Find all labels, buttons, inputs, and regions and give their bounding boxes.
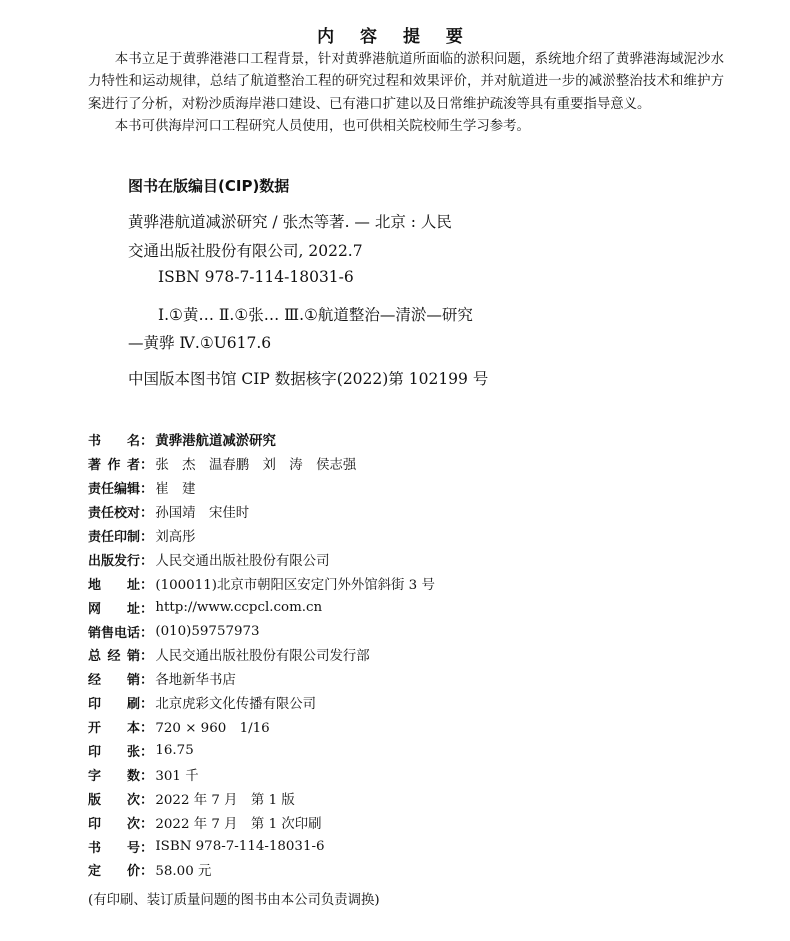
editor-value: 崔 建 — [155, 482, 196, 498]
field-label: 销售电话 — [88, 625, 141, 641]
copyright-entry — [88, 595, 708, 619]
colon: ： — [140, 816, 154, 832]
edition-value: 2022 年 7 月 第 1 版 — [155, 792, 295, 808]
field-label: 网址 — [88, 601, 140, 617]
printer-value: 北京虎彩文化传播有限公司 — [155, 697, 317, 713]
field-label: 经销 — [88, 673, 140, 689]
colon: ： — [140, 553, 154, 569]
copyright-entry — [88, 428, 708, 452]
distributor-value: 各地新华书店 — [155, 673, 236, 689]
abstract-title: 内 容 提 要 — [317, 27, 473, 47]
quality-notice: (有印刷、装订质量问题的图书由本公司负责调换) — [88, 893, 380, 908]
field-label: 书名 — [88, 434, 140, 450]
printing-value: 2022 年 7 月 第 1 次印刷 — [155, 816, 322, 832]
copyright-info — [88, 428, 708, 882]
field-label: 责任编辑 — [88, 482, 141, 498]
abstract-paragraph: 本书可供海岸河口工程研究人员使用，也可供相关院校师生学习参考。 — [114, 119, 530, 135]
sales-phone-value: (010)59757973 — [155, 623, 260, 639]
copyright-entry — [88, 834, 708, 858]
copyright-entry — [88, 524, 708, 548]
field-label: 书号 — [88, 840, 140, 856]
print-supervisor-value: 刘高彤 — [155, 530, 196, 545]
field-label: 版次 — [88, 792, 140, 808]
copyright-entry — [88, 715, 708, 739]
abstract-paragraph: 本书立足于黄骅港港口工程背景，针对黄骅港航道所面临的淤积问题，系统地介绍了黄骅港海域泥沙水力特性和运动规律，总结了航道整治工程的研究过程和效果评价，并对航道进一步的减淤整治技术和维护方案进行了分析，对粉沙质海岸港口建设、已有港口扩建以及日常维护疏浚等具有重要指导意义。 — [88, 52, 724, 112]
colon: ： — [140, 721, 154, 737]
colon: ： — [140, 458, 154, 474]
publisher-value: 人民交通出版社股份有限公司 — [155, 553, 330, 569]
word-count-value: 301 千 — [155, 768, 199, 784]
field-label: 印刷 — [88, 697, 140, 713]
cip-heading: 图书在版编目(CIP)数据 — [128, 177, 290, 195]
proofreader-value: 孙国靖 宋佳时 — [155, 506, 250, 522]
copyright-entry — [88, 667, 708, 691]
field-label: 地址 — [88, 577, 140, 593]
printed-sheets-value: 16.75 — [155, 743, 194, 759]
cip-line: 黄骅港航道减淤研究 / 张杰等著. — 北京 : 人民 — [128, 213, 452, 231]
copyright-entry — [88, 691, 708, 715]
cip-line: 交通出版社股份有限公司, 2022.7 — [128, 242, 363, 260]
colon: ： — [140, 434, 154, 450]
colon: ： — [140, 745, 154, 761]
cip-classification-line: Ⅰ.①黄… Ⅱ.①张… Ⅲ.①航道整治—清淤—研究 — [158, 306, 473, 324]
address-value: (100011)北京市朝阳区安定门外外馆斜街 3 号 — [155, 577, 435, 593]
colon: ： — [140, 768, 154, 784]
abstract-section — [88, 49, 724, 139]
field-label: 出版发行 — [88, 553, 141, 569]
field-label: 印张 — [88, 745, 140, 761]
copyright-entry — [88, 810, 708, 834]
colon: ： — [140, 864, 154, 880]
field-label: 印次 — [88, 816, 140, 832]
copyright-entry — [88, 452, 708, 476]
copyright-entry — [88, 619, 708, 643]
colon: ： — [140, 840, 154, 856]
field-label: 责任印制 — [88, 530, 141, 545]
copyright-entry — [88, 762, 708, 786]
general-distributor-value: 人民交通出版社股份有限公司发行部 — [155, 649, 370, 665]
book-title-value: 黄骅港航道减淤研究 — [155, 434, 276, 450]
colon: ： — [140, 649, 154, 665]
format-value: 720 × 960 1/16 — [155, 721, 270, 737]
copyright-entry — [88, 739, 708, 763]
cip-classification-line: —黄骅 Ⅳ.①U617.6 — [128, 334, 272, 352]
copyright-entry — [88, 786, 708, 810]
copyright-entry — [88, 643, 708, 667]
field-label: 责任校对 — [88, 506, 141, 522]
cip-record-line: 中国版本图书馆 CIP 数据核字(2022)第 102199 号 — [128, 370, 489, 388]
colon: ： — [140, 601, 154, 617]
copyright-entry — [88, 571, 708, 595]
field-label: 字数 — [88, 768, 140, 784]
colon: ： — [140, 625, 154, 641]
copyright-entry — [88, 547, 708, 571]
copyright-entry — [88, 500, 708, 524]
copyright-entry — [88, 476, 708, 500]
copyright-entry — [88, 858, 708, 882]
isbn-value: ISBN 978-7-114-18031-6 — [155, 838, 325, 854]
colon: ： — [140, 506, 154, 522]
field-label: 定价 — [88, 864, 140, 880]
colon: ： — [140, 697, 154, 713]
price-value: 58.00 元 — [155, 864, 212, 880]
field-label: 总经销 — [88, 649, 140, 665]
field-label: 著作者 — [88, 458, 140, 474]
cip-isbn-line: ISBN 978-7-114-18031-6 — [158, 268, 354, 286]
colon: ： — [140, 530, 154, 545]
colon: ： — [140, 673, 154, 689]
colon: ： — [140, 482, 154, 498]
authors-value: 张 杰 温春鹏 刘 涛 侯志强 — [155, 458, 357, 474]
colon: ： — [140, 792, 154, 808]
field-label: 开本 — [88, 721, 140, 737]
colon: ： — [140, 577, 154, 593]
website-value: http://www.ccpcl.com.cn — [155, 599, 323, 615]
